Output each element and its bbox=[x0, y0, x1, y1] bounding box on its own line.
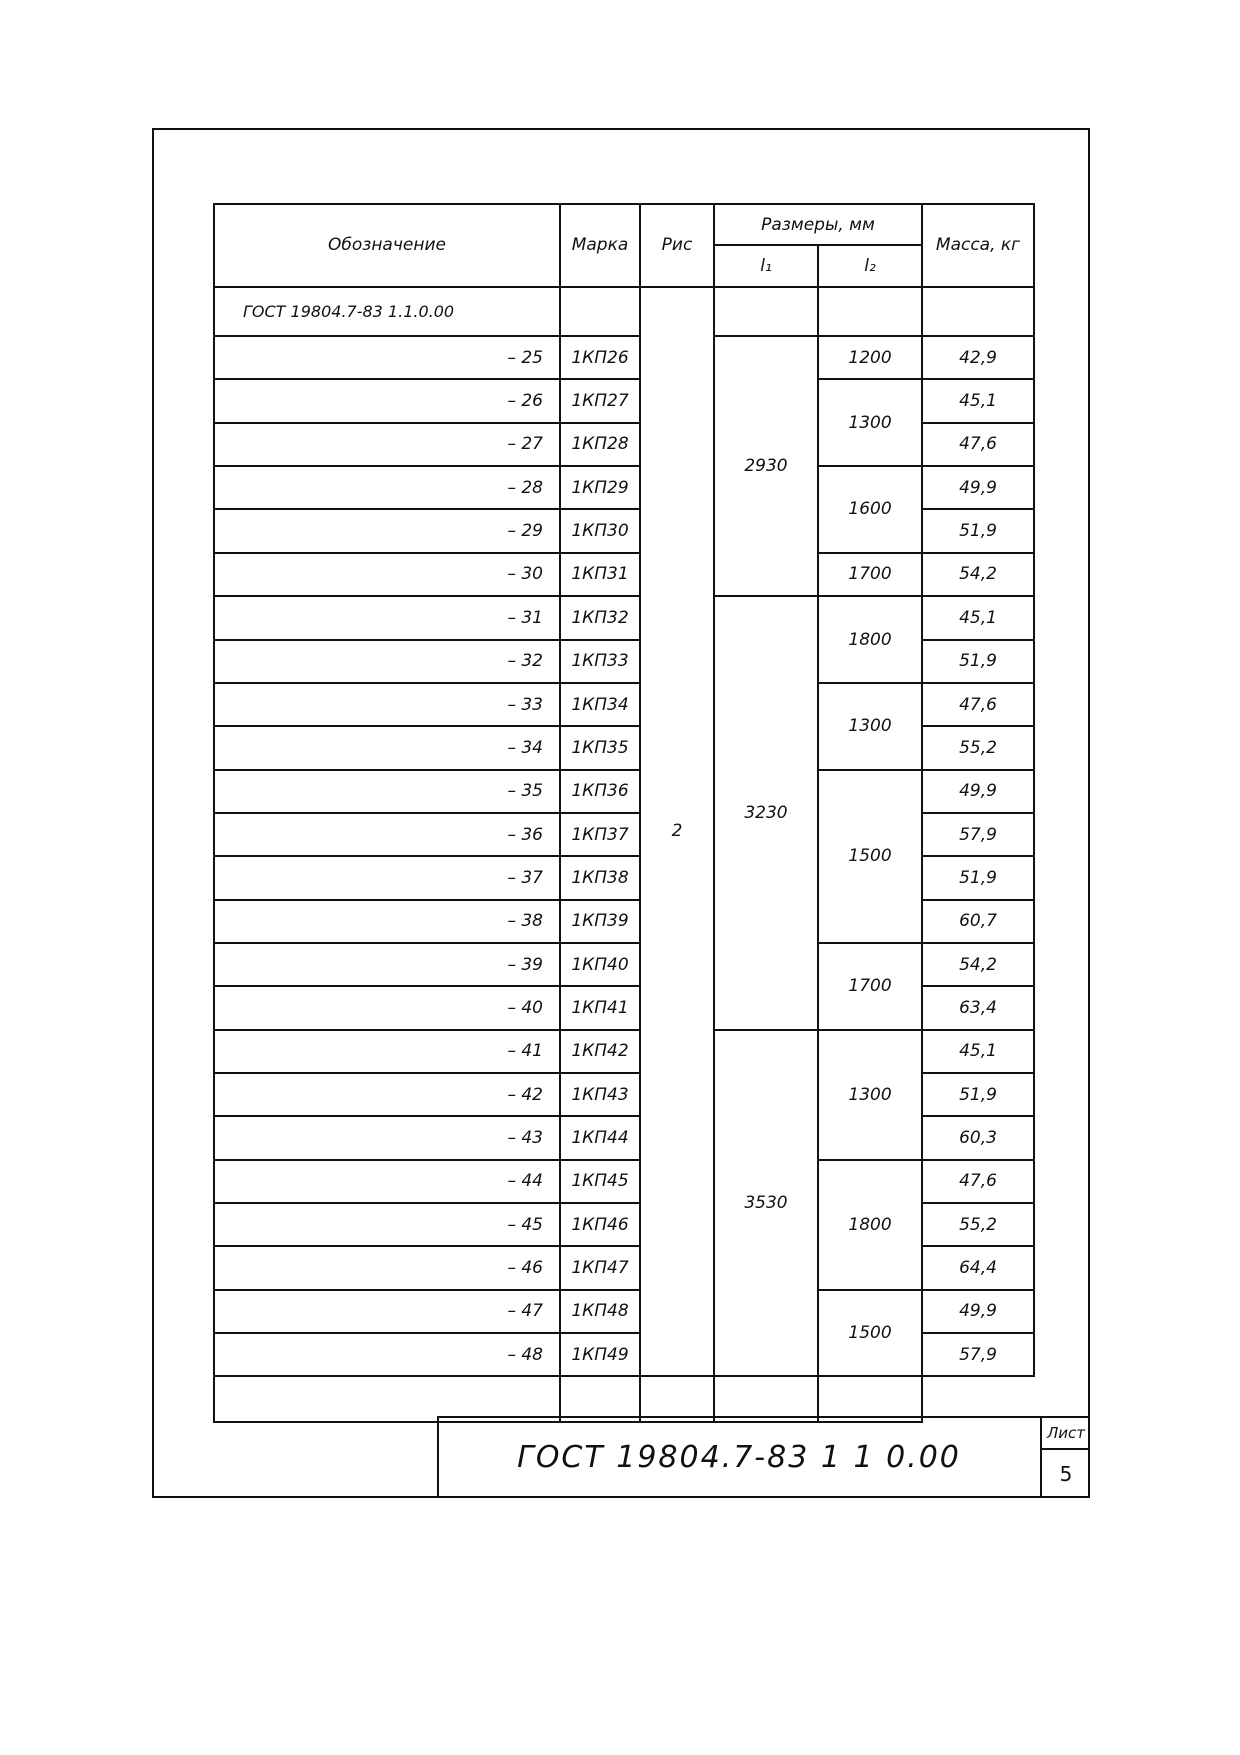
row-mark: 1КП28 bbox=[560, 423, 640, 466]
row-designation: – 43 bbox=[214, 1116, 560, 1159]
row-mark: 1КП37 bbox=[560, 813, 640, 856]
row-mass: 54,2 bbox=[922, 553, 1034, 596]
row-mark: 1КП26 bbox=[560, 336, 640, 379]
row-mark: 1КП40 bbox=[560, 943, 640, 986]
row-mass: 54,2 bbox=[922, 943, 1034, 986]
row-designation: – 41 bbox=[214, 1030, 560, 1073]
row-mark: 1КП46 bbox=[560, 1203, 640, 1246]
header-l2: l₂ bbox=[818, 245, 922, 286]
l2-value: 1700 bbox=[818, 943, 922, 1030]
row-mass: 45,1 bbox=[922, 379, 1034, 422]
l2-value: 1500 bbox=[818, 770, 922, 943]
l2-value: 1500 bbox=[818, 1290, 922, 1377]
row-designation: – 44 bbox=[214, 1160, 560, 1203]
row-mark: 1КП29 bbox=[560, 466, 640, 509]
l2-value: 1700 bbox=[818, 553, 922, 596]
row-mass: 47,6 bbox=[922, 423, 1034, 466]
row-designation: – 33 bbox=[214, 683, 560, 726]
l2-value: 1300 bbox=[818, 1030, 922, 1160]
row-mass: 45,1 bbox=[922, 1030, 1034, 1073]
row-mass: 51,9 bbox=[922, 509, 1034, 552]
gost-mass-empty bbox=[922, 287, 1034, 337]
l2-value: 1200 bbox=[818, 336, 922, 379]
row-designation: – 35 bbox=[214, 770, 560, 813]
row-mass: 49,9 bbox=[922, 466, 1034, 509]
row-designation: – 37 bbox=[214, 856, 560, 899]
row-mass: 57,9 bbox=[922, 813, 1034, 856]
table-row bbox=[214, 553, 1034, 596]
row-mark: 1КП27 bbox=[560, 379, 640, 422]
row-mark: 1КП32 bbox=[560, 596, 640, 639]
row-designation: – 34 bbox=[214, 726, 560, 769]
row-designation: – 42 bbox=[214, 1073, 560, 1116]
row-designation: – 40 bbox=[214, 986, 560, 1029]
row-mass: 49,9 bbox=[922, 1290, 1034, 1333]
document-code: ГОСТ 19804.7-83 1 1 0.00 bbox=[517, 1440, 961, 1475]
row-designation: – 45 bbox=[214, 1203, 560, 1246]
header-dimensions: Размеры, мм bbox=[714, 204, 922, 245]
table-row bbox=[214, 379, 1034, 422]
row-mass: 47,6 bbox=[922, 1160, 1034, 1203]
row-mass: 60,3 bbox=[922, 1116, 1034, 1159]
row-mass: 47,6 bbox=[922, 683, 1034, 726]
row-designation: – 36 bbox=[214, 813, 560, 856]
row-mass: 57,9 bbox=[922, 1333, 1034, 1376]
header-mass: Масса, кг bbox=[922, 204, 1034, 287]
row-mark: 1КП45 bbox=[560, 1160, 640, 1203]
row-mass: 51,9 bbox=[922, 856, 1034, 899]
row-designation: – 39 bbox=[214, 943, 560, 986]
table-row bbox=[214, 336, 1034, 379]
table-row bbox=[214, 1160, 1034, 1203]
row-mark: 1КП36 bbox=[560, 770, 640, 813]
gost-l1-empty bbox=[714, 287, 818, 337]
l1-value: 3530 bbox=[714, 1030, 818, 1377]
gost-row bbox=[214, 287, 1034, 337]
row-mass: 51,9 bbox=[922, 1073, 1034, 1116]
l2-value: 1800 bbox=[818, 1160, 922, 1290]
l2-value: 1300 bbox=[818, 683, 922, 770]
specification-table bbox=[213, 203, 1035, 1423]
l1-value: 3230 bbox=[714, 596, 818, 1029]
row-designation: – 46 bbox=[214, 1246, 560, 1289]
header-row bbox=[214, 204, 1034, 245]
header-l1: l₁ bbox=[714, 245, 818, 286]
row-mark: 1КП35 bbox=[560, 726, 640, 769]
sheet-number: 5 bbox=[1059, 1462, 1073, 1486]
row-designation: – 29 bbox=[214, 509, 560, 552]
l2-value: 1600 bbox=[818, 466, 922, 553]
row-mass: 45,1 bbox=[922, 596, 1034, 639]
table-row bbox=[214, 596, 1034, 639]
l2-value: 1300 bbox=[818, 379, 922, 466]
table-row bbox=[214, 1290, 1034, 1333]
figure-cell: 2 bbox=[640, 287, 714, 1377]
row-mark: 1КП38 bbox=[560, 856, 640, 899]
row-mass: 64,4 bbox=[922, 1246, 1034, 1289]
row-mass: 55,2 bbox=[922, 1203, 1034, 1246]
row-designation: – 26 bbox=[214, 379, 560, 422]
l2-value: 1800 bbox=[818, 596, 922, 683]
specification-body bbox=[214, 204, 1034, 1422]
row-mark: 1КП31 bbox=[560, 553, 640, 596]
l1-value: 2930 bbox=[714, 336, 818, 596]
row-mark: 1КП33 bbox=[560, 640, 640, 683]
header-mark: Марка bbox=[560, 204, 640, 287]
row-mass: 60,7 bbox=[922, 900, 1034, 943]
row-mark: 1КП30 bbox=[560, 509, 640, 552]
row-mass: 63,4 bbox=[922, 986, 1034, 1029]
row-mark: 1КП41 bbox=[560, 986, 640, 1029]
header-figure: Рис bbox=[640, 204, 714, 287]
table-row bbox=[214, 770, 1034, 813]
table-row bbox=[214, 466, 1034, 509]
title-block bbox=[437, 1416, 1090, 1498]
sheet-box bbox=[1040, 1418, 1090, 1498]
row-mark: 1КП44 bbox=[560, 1116, 640, 1159]
row-designation: – 31 bbox=[214, 596, 560, 639]
row-mark: 1КП42 bbox=[560, 1030, 640, 1073]
gost-l2-empty bbox=[818, 287, 922, 337]
row-mark: 1КП43 bbox=[560, 1073, 640, 1116]
row-designation: – 27 bbox=[214, 423, 560, 466]
table-row bbox=[214, 1030, 1034, 1073]
row-mark: 1КП48 bbox=[560, 1290, 640, 1333]
row-designation: – 48 bbox=[214, 1333, 560, 1376]
row-mark: 1КП34 bbox=[560, 683, 640, 726]
row-mass: 49,9 bbox=[922, 770, 1034, 813]
table-row bbox=[214, 943, 1034, 986]
gost-mark-empty bbox=[560, 287, 640, 337]
row-mass: 51,9 bbox=[922, 640, 1034, 683]
row-mark: 1КП49 bbox=[560, 1333, 640, 1376]
row-designation: – 25 bbox=[214, 336, 560, 379]
sheet-label: Лист bbox=[1042, 1418, 1090, 1450]
row-mass: 55,2 bbox=[922, 726, 1034, 769]
row-mark: 1КП47 bbox=[560, 1246, 640, 1289]
row-mark: 1КП39 bbox=[560, 900, 640, 943]
row-designation: – 38 bbox=[214, 900, 560, 943]
header-designation: Обозначение bbox=[214, 204, 560, 287]
row-designation: – 32 bbox=[214, 640, 560, 683]
row-mass: 42,9 bbox=[922, 336, 1034, 379]
gost-designation: ГОСТ 19804.7-83 1.1.0.00 bbox=[214, 287, 560, 337]
row-designation: – 28 bbox=[214, 466, 560, 509]
row-designation: – 47 bbox=[214, 1290, 560, 1333]
table-row bbox=[214, 683, 1034, 726]
row-designation: – 30 bbox=[214, 553, 560, 596]
